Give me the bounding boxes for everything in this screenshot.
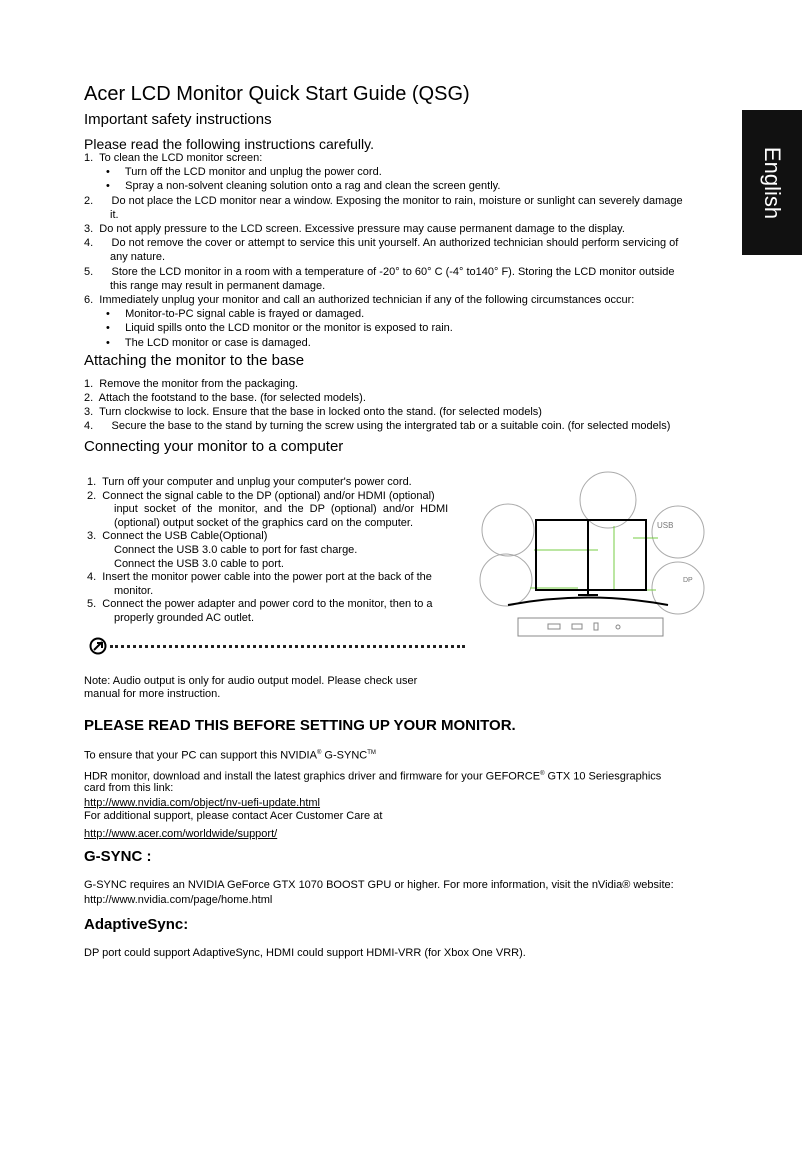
list-line: input socket of the monitor, and the DP (optional) and/or HDMI (114, 503, 449, 516)
list-line: • Monitor-to-PC signal cable is frayed or damaged. (106, 308, 365, 321)
list-line: 1. Turn off your computer and unplug your computer's power cord. (87, 476, 412, 488)
list-line: any nature. (110, 251, 166, 264)
list-line: 6. Immediately unplug your monitor and call an authorized technician if any of the following circumstances occur: (84, 294, 635, 306)
list-line: 2. Attach the footstand to the base. (for selected models). (84, 392, 366, 404)
audio-note-line1: Note: Audio output is only for audio output model. Please check user (84, 675, 418, 687)
list-line: 4. Secure the base to the stand by turning the screw using the intergrated tab or a suitable coin. (for selected models) (84, 420, 671, 432)
gsync-notice-heading: PLEASE READ THIS BEFORE SETTING UP YOUR MONITOR. (84, 717, 516, 734)
gsync-notice-p2: HDR monitor, download and install the latest graphics driver and firmware for your GEFORCE® GTX 10 Seriesgraphics (84, 770, 662, 783)
usb-label: USB (657, 521, 674, 530)
attach-heading: Attaching the monitor to the base (84, 352, 305, 369)
page-title: Acer LCD Monitor Quick Start Guide (QSG) (84, 83, 470, 105)
list-line: 2. Connect the signal cable to the DP (optional) and/or HDMI (optional) (87, 489, 435, 502)
list-line: (optional) output socket of the graphics card on the computer. (114, 516, 414, 529)
list-line: properly grounded AC outlet. (114, 612, 255, 624)
list-line: 3. Connect the USB Cable(Optional) (87, 530, 268, 543)
list-line: monitor. (114, 584, 154, 597)
gsync-text-line2: http://www.nvidia.com/page/home.html (84, 894, 273, 906)
safety-heading: Important safety instructions (84, 111, 272, 128)
acer-support-link[interactable]: http://www.acer.com/worldwide/support/ (84, 828, 278, 840)
list-line: Connect the USB 3.0 cable to port. (114, 557, 284, 570)
list-line: 3. Do not apply pressure to the LCD screen. Excessive pressure may cause permanent damage to the display. (84, 223, 625, 235)
safety-intro: Please read the following instructions carefully. (84, 136, 375, 152)
monitor-connection-diagram (478, 470, 708, 640)
list-line: 5. Connect the power adapter and power cord to the monitor, then to a (87, 598, 433, 611)
gsync-notice-p1: To ensure that your PC can support this NVIDIA® G-SYNC™ (84, 749, 376, 762)
list-line: 1. To clean the LCD monitor screen: (84, 152, 263, 164)
dp-label: DP (683, 577, 693, 584)
list-line: • The LCD monitor or case is damaged. (106, 336, 311, 349)
list-line: • Spray a non-solvent cleaning solution onto a rag and clean the screen gently. (106, 180, 501, 193)
gsync-notice-p3: card from this link: (84, 782, 174, 794)
list-line: it. (110, 208, 119, 221)
list-line: this range may result in permanent damage. (110, 279, 326, 292)
list-line: 2. Do not place the LCD monitor near a window. Exposing the monitor to rain, moisture or sunlight can severely damage (84, 194, 683, 207)
adaptivesync-text: DP port could support AdaptiveSync, HDMI could support HDMI-VRR (for Xbox One VRR). (84, 947, 526, 959)
gsync-notice-p4: For additional support, please contact Acer Customer Care at (84, 810, 383, 822)
connect-heading: Connecting your monitor to a computer (84, 438, 344, 455)
list-line: • Liquid spills onto the LCD monitor or the monitor is exposed to rain. (106, 322, 453, 335)
list-line: 4. Do not remove the cover or attempt to service this unit yourself. An authorized technician should perform servicing of (84, 237, 679, 250)
gsync-heading: G-SYNC : (84, 848, 152, 865)
list-line: 3. Turn clockwise to lock. Ensure that the base in locked onto the stand. (for selected models) (84, 406, 542, 418)
dotted-divider (110, 645, 465, 648)
list-line: 5. Store the LCD monitor in a room with a temperature of -20° to 60° C (-4° to140° F). Storing the LCD monitor outside (84, 265, 675, 278)
audio-note-line2: manual for more instruction. (84, 688, 221, 700)
gsync-text-line1: G-SYNC requires an NVIDIA GeForce GTX 1070 BOOST GPU or higher. For more information, visit the nVidia® website: (84, 879, 674, 891)
adaptivesync-heading: AdaptiveSync: (84, 916, 189, 933)
nvidia-update-link[interactable]: http://www.nvidia.com/object/nv-uefi-update.html (84, 797, 321, 809)
list-line: 1. Remove the monitor from the packaging. (84, 378, 298, 390)
language-tab (742, 110, 802, 255)
list-line: Connect the USB 3.0 cable to port for fast charge. (114, 544, 358, 556)
list-line: • Turn off the LCD monitor and unplug the power cord. (106, 166, 382, 179)
note-icon (89, 637, 107, 655)
language-label: English (760, 146, 785, 219)
list-line: 4. Insert the monitor power cable into the power port at the back of the (87, 571, 432, 584)
